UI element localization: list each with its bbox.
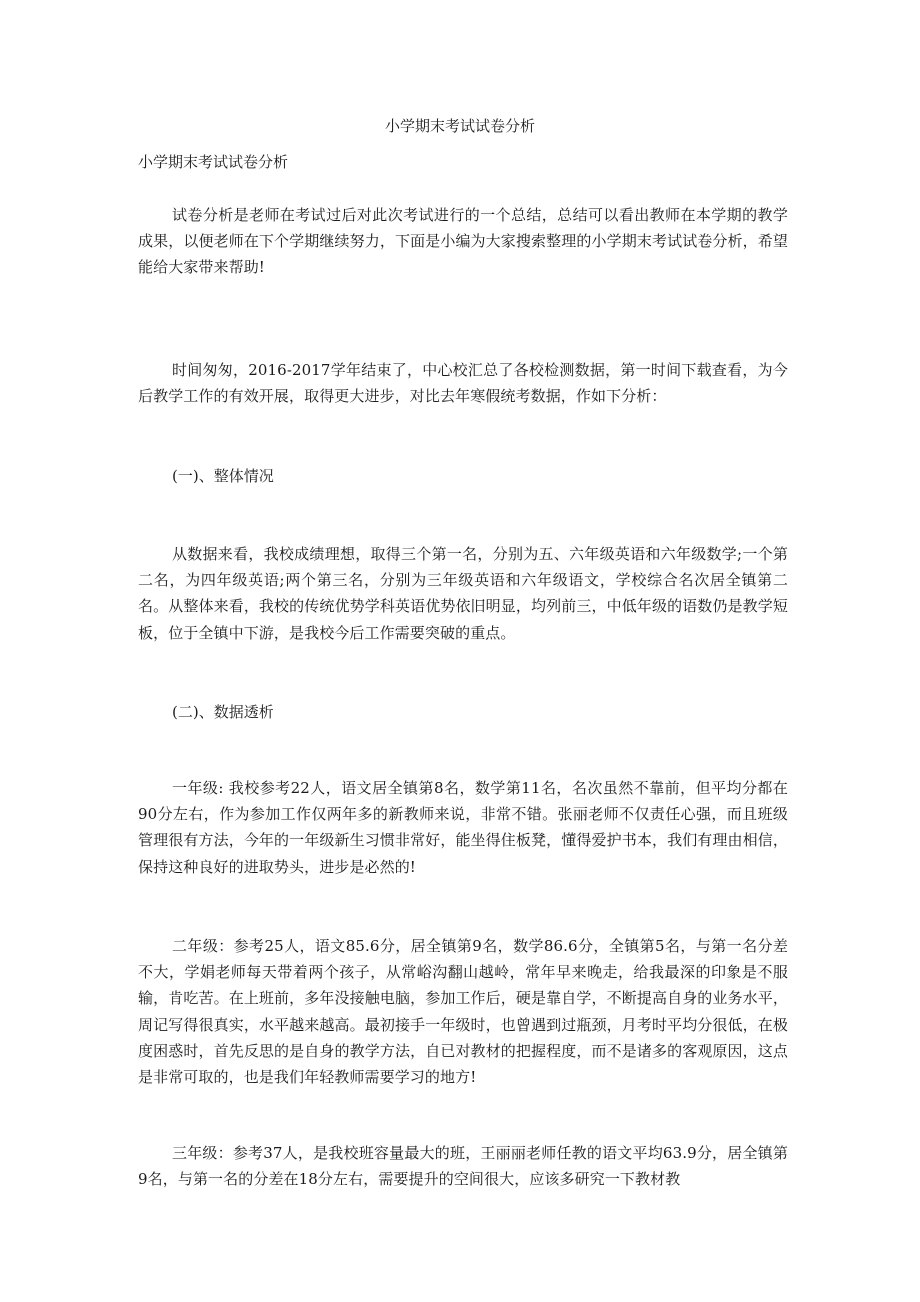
grade2-paragraph: 二年级：参考25人，语文85.6分，居全镇第9名，数学86.6分，全镇第5名，与第一名分差不大，学娟老师每天带着两个孩子，从常峪沟翻山越岭，常年早来晚走，给我最深的印象是不服输，肯吃苦。在上班前，多年没接触电脑，参加工作后，硬是靠自学，不断提高自身的业务水平，周记写得很真实，水平越来越高。最初接手一年级时，也曾遇到过瓶颈，月考时平均分很低，在极度困惑时，首先反思的是自身的教学方法，自已对教材的把握程度，而不是诸多的客观原因，这点是非常可取的，也是我们年轻教师需要学习的地方!	[138, 937, 788, 1087]
grade3-paragraph: 三年级：参考37人，是我校班容量最大的班，王丽丽老师任教的语文平均63.9分，居全镇第9名，与第一名的分差在18分左右，需要提升的空间很大，应该多研究一下教材教	[138, 1144, 788, 1189]
grade1-paragraph: 一年级: 我校参考22人，语文居全镇第8名，数学第11名，名次虽然不靠前，但平均分都在90分左右，作为参加工作仅两年多的新教师来说，非常不错。张丽老师不仅责任心强，而且班级管理很有方法，今年的一年级新生习惯非常好，能坐得住板凳，懂得爱护书本，我们有理由相信，保持这种良好的进取势头，进步是必然的!	[138, 779, 788, 876]
section-heading-data-analysis: (二)、数据透析	[172, 703, 274, 721]
document-title: 小学期末考试试卷分析	[384, 117, 535, 135]
overview-paragraph: 时间匆匆，2016-2017学年结束了，中心校汇总了各校检测数据，第一时间下载查看，为今后教学工作的有效开展，取得更大进步，对比去年寒假统考数据，作如下分析：	[138, 361, 788, 406]
intro-paragraph: 试卷分析是老师在考试过后对此次考试进行的一个总结，总结可以看出教师在本学期的教学成果，以便老师在下个学期继续努力，下面是小编为大家搜索整理的小学期末考试试卷分析，希望能给大家带来帮助!	[138, 206, 788, 277]
overall-paragraph: 从数据来看，我校成绩理想，取得三个第一名，分别为五、六年级英语和六年级数学;一个第二名，为四年级英语;两个第三名，分别为三年级英语和六年级语文，学校综合名次居全镇第二名。从整体来看，我校的传统优势学科英语优势依旧明显，均列前三，中低年级的语数仍是教学短板，位于全镇中下游，是我校今后工作需要突破的重点。	[138, 545, 788, 642]
document-subtitle: 小学期末考试试卷分析	[138, 153, 289, 171]
section-heading-overall: (一)、整体情况	[172, 467, 274, 485]
